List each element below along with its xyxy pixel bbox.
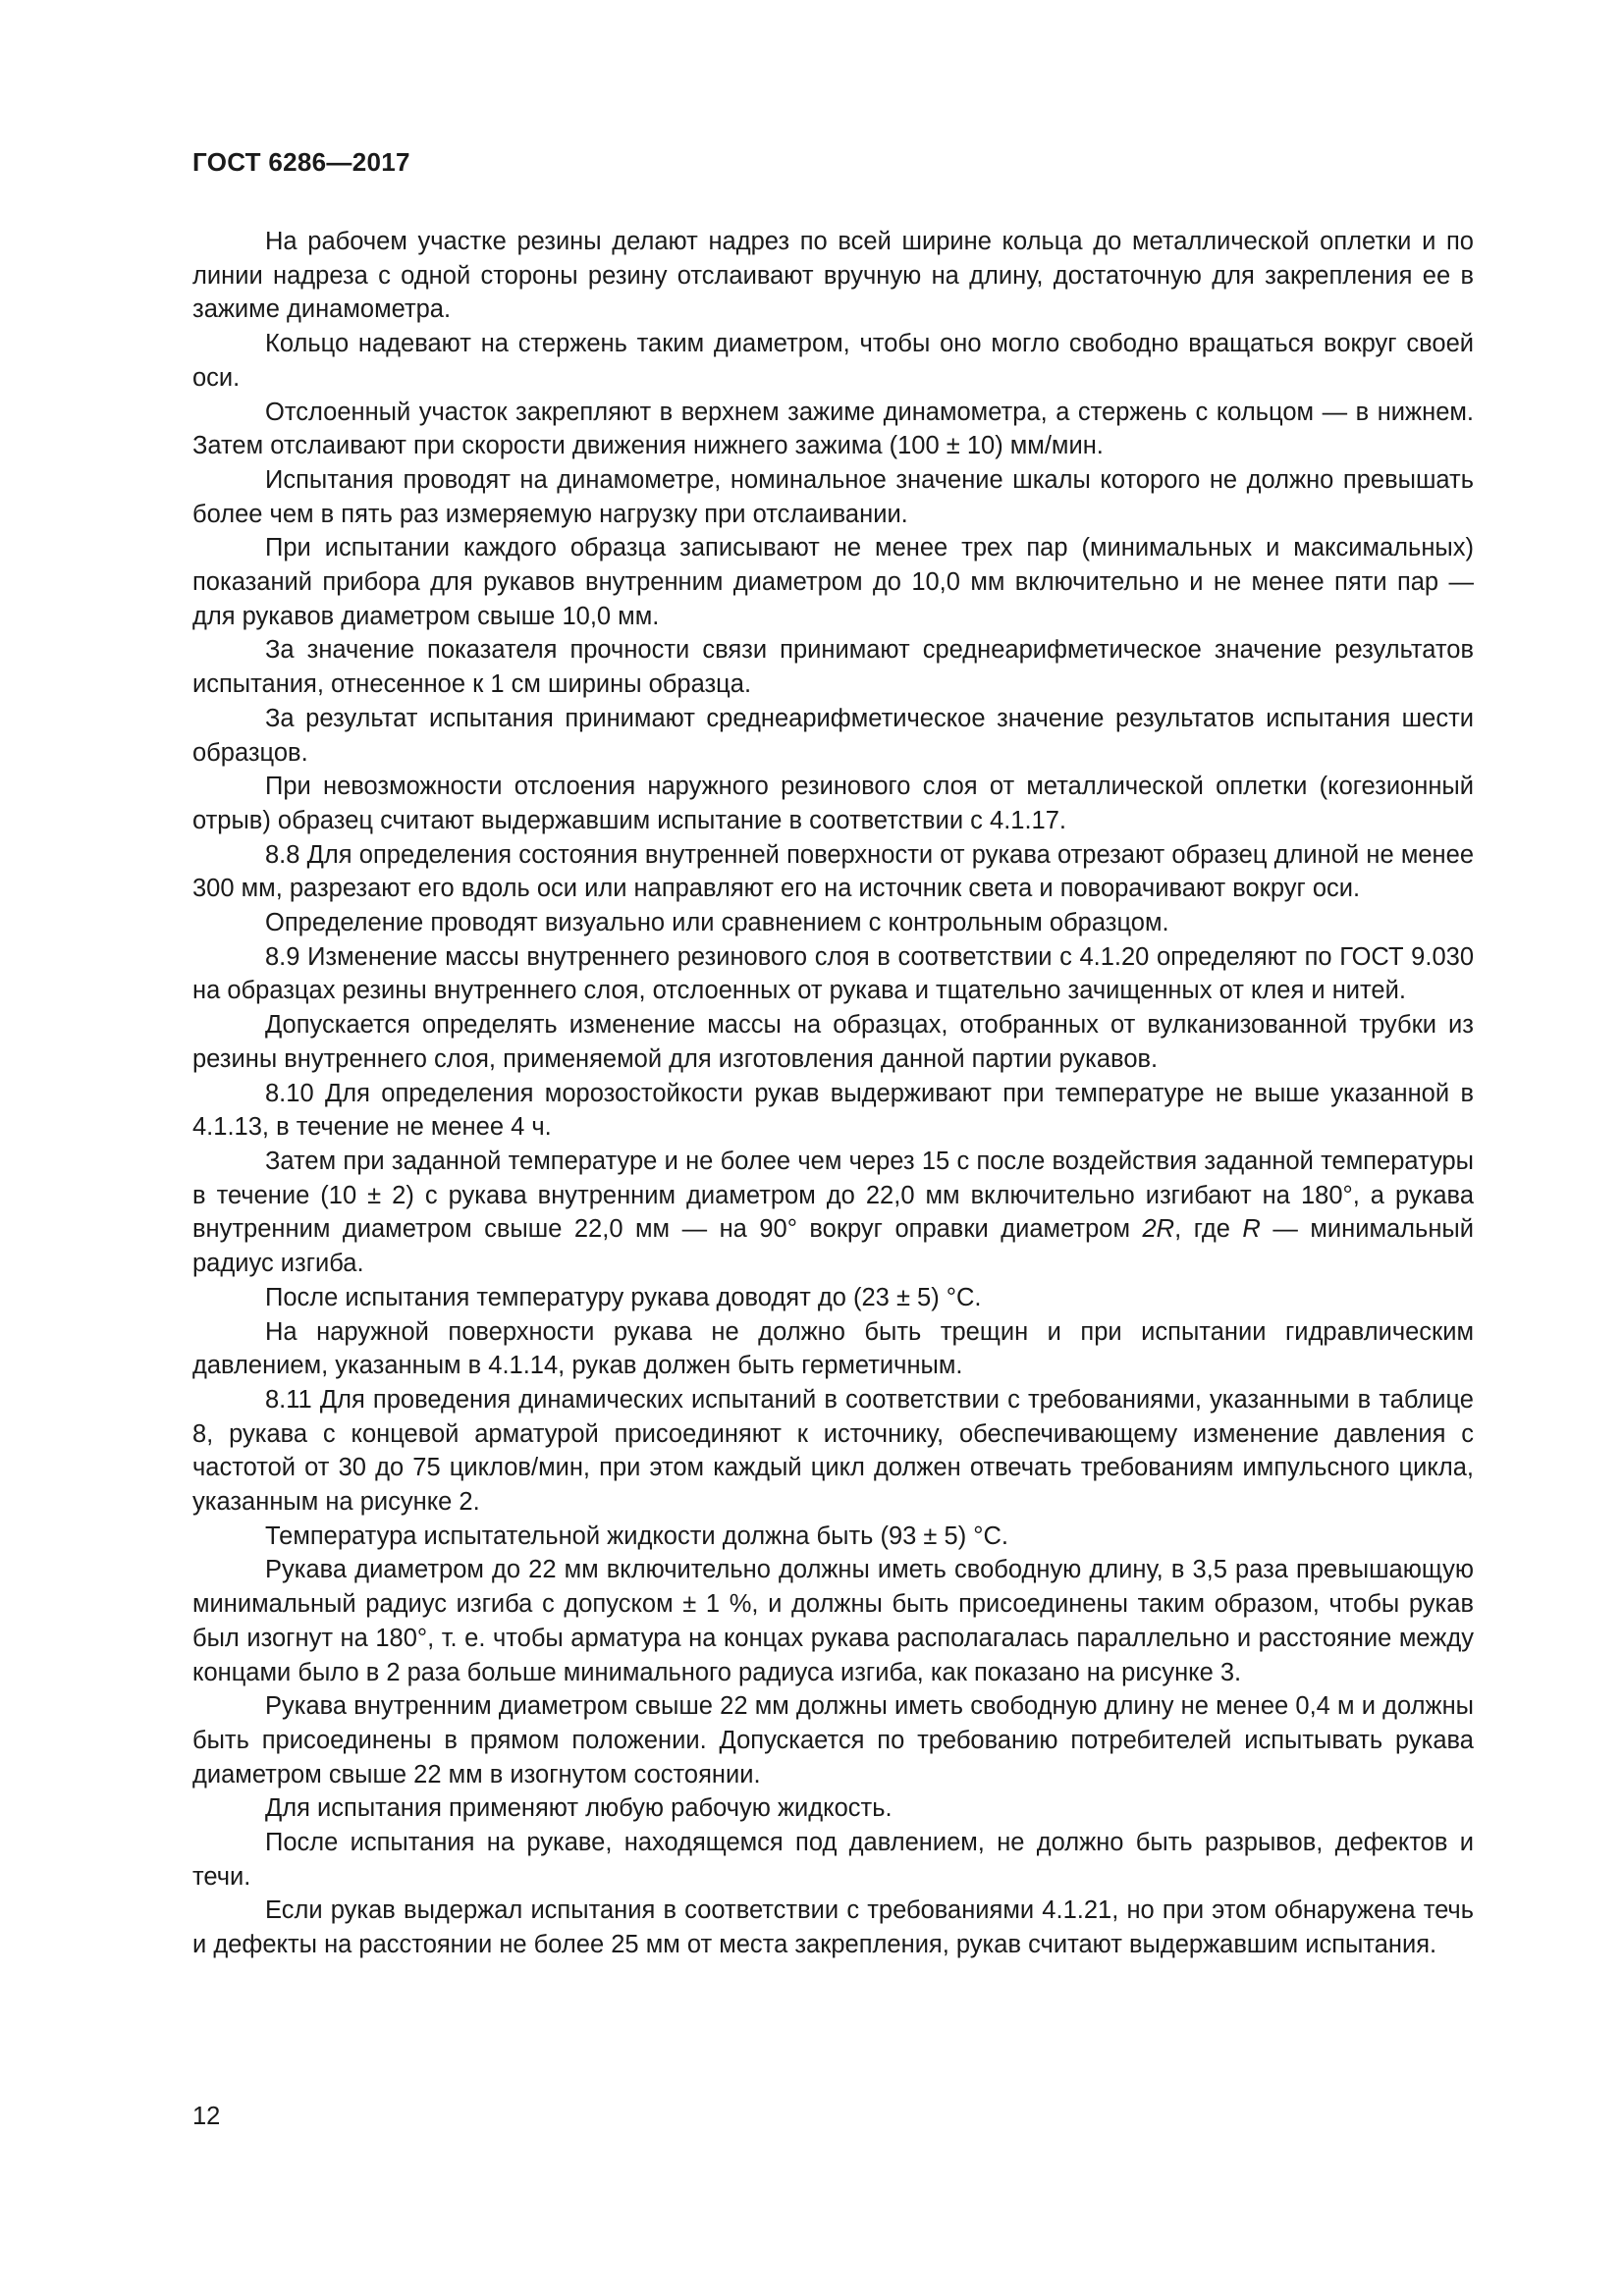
- paragraph: [192, 770, 1474, 837]
- paragraph-text: Затем при заданной температуре и не более чем через 15 с после воздействия заданной температуры в течение (10 ± 2) с рукава внутренним диаметром до 22,0 мм включительно изгибают на 180°, а рукава внутренним диаметром свыше 22,0 мм — на 90° вокруг оправки диаметром: [192, 1147, 1474, 1244]
- paragraph-text: Рукава диаметром до 22 мм включительно должны иметь свободную длину, в 3,5 раза превышающую минимальный радиус изгиба с допуском ± 1 %, и должны быть присоединены таким образом, чтобы рукав был изогнут на 180°, т. е. чтобы арматура на концах рукава располагалась параллельно и расстояние между концами было в 2 раза больше минимального радиуса изгиба, как показано на рисунке 3.: [192, 1556, 1474, 1686]
- paragraph-text: При испытании каждого образца записывают не менее трех пар (минимальных и максимальных) показаний прибора для рукавов внутренним диаметром до 10,0 мм включительно и не менее пяти пар — для рукавов диаметром свыше 10,0 мм.: [192, 534, 1474, 630]
- paragraph: [192, 1826, 1474, 1894]
- paragraph-text: 8.11 Для проведения динамических испытаний в соответствии с требованиями, указанными в таблице 8, рукава с концевой арматурой присоединяют к источнику, обеспечивающему изменение давления с частотой от 30 до 75 циклов/мин, при этом каждый цикл должен отвечать требованиям импульсного цикла, указанным на рисунке 2.: [192, 1385, 1474, 1517]
- paragraph-text: При невозможности отслоения наружного резинового слоя от металлической оплетки (когезионный отрыв) образец считают выдержавшим испытание в соответствии с 4.1.17.: [192, 773, 1474, 834]
- document-header: ГОСТ 6286—2017: [192, 147, 410, 177]
- paragraph-text: 8.10 Для определения морозостойкости рукав выдерживают при температуре не выше указанной в 4.1.13, в течение не менее 4 ч.: [192, 1079, 1474, 1142]
- paragraph: [192, 940, 1474, 1008]
- paragraph: [192, 396, 1474, 463]
- paragraph-text: , где: [1174, 1215, 1243, 1244]
- paragraph-text: На наружной поверхности рукава не должно быть трещин и при испытании гидравлическим давлением, указанным в 4.1.14, рукав должен быть герметичным.: [192, 1317, 1474, 1380]
- paragraph-text: Рукава внутренним диаметром свыше 22 мм должны иметь свободную длину не менее 0,4 м и должны быть присоединены в прямом положении. Допускается по требованию потребителей испытывать рукава диаметром свыше 22 мм в изогнутом состоянии.: [192, 1692, 1474, 1789]
- paragraph-text: После испытания на рукаве, находящемся под давлением, не должно быть разрывов, дефектов и течи.: [192, 1829, 1474, 1891]
- paragraph-text: Допускается определять изменение массы на образцах, отобранных от вулканизованной трубки из резины внутреннего слоя, применяемой для изготовления данной партии рукавов.: [192, 1011, 1474, 1073]
- paragraph: [192, 1077, 1474, 1145]
- paragraph: [192, 463, 1474, 531]
- paragraph: [192, 1791, 1474, 1826]
- paragraph: [192, 1520, 1474, 1554]
- paragraph: [192, 1315, 1474, 1383]
- paragraph: [192, 531, 1474, 633]
- paragraph-text: Кольцо надевают на стержень таким диаметром, чтобы оно могло свободно вращаться вокруг своей оси.: [192, 330, 1474, 392]
- paragraph-text: Для испытания применяют любую рабочую жидкость.: [265, 1794, 893, 1823]
- paragraph: [192, 1894, 1474, 1961]
- paragraph-text: Испытания проводят на динамометре, номинальное значение шкалы которого не должно превышать более чем в пять раз измеряемую нагрузку при отслаивании.: [192, 465, 1474, 528]
- paragraph: [192, 327, 1474, 395]
- paragraph-text: За значение показателя прочности связи принимают среднеарифметическое значение результатов испытания, отнесенное к 1 см ширины образца.: [192, 636, 1474, 699]
- paragraph: [192, 1383, 1474, 1520]
- paragraph: [192, 633, 1474, 701]
- paragraph-text: Определение проводят визуально или сравнением с контрольным образцом.: [265, 909, 1169, 937]
- body-text: [192, 225, 1474, 1962]
- paragraph: [192, 1145, 1474, 1281]
- paragraph-text: Отслоенный участок закрепляют в верхнем зажиме динамометра, а стержень с кольцом — в нижнем. Затем отслаивают при скорости движения нижнего зажима (100 ± 10) мм/мин.: [192, 398, 1474, 460]
- paragraph-text: 8.8 Для определения состояния внутренней поверхности от рукава отрезают образец длиной не менее 300 мм, разрезают его вдоль оси или направляют его на источник света и поворачивают вокруг оси.: [192, 840, 1474, 903]
- paragraph: [192, 1689, 1474, 1791]
- italic-symbol: R: [1242, 1215, 1261, 1244]
- paragraph: [192, 1008, 1474, 1076]
- paragraph: [192, 906, 1474, 940]
- italic-symbol: 2R: [1142, 1215, 1175, 1244]
- paragraph: [192, 702, 1474, 770]
- paragraph-text: За результат испытания принимают среднеарифметическое значение результатов испытания шести образцов.: [192, 704, 1474, 767]
- paragraph-text: После испытания температуру рукава доводят до (23 ± 5) °С.: [265, 1283, 982, 1311]
- paragraph: [192, 1281, 1474, 1315]
- paragraph: [192, 1553, 1474, 1689]
- paragraph-text: Если рукав выдержал испытания в соответствии с требованиями 4.1.21, но при этом обнаружена течь и дефекты на расстоянии не более 25 мм от места закрепления, рукав считают выдержавшим испытания.: [192, 1896, 1474, 1959]
- paragraph: [192, 838, 1474, 906]
- paragraph-text: 8.9 Изменение массы внутреннего резинового слоя в соответствии с 4.1.20 определяют по ГОСТ 9.030 на образцах резины внутреннего слоя, отслоенных от рукава и тщательно зачищенных от клея и нитей.: [192, 942, 1474, 1005]
- page-number: 12: [192, 2103, 221, 2130]
- paragraph-text: На рабочем участке резины делают надрез по всей ширине кольца до металлической оплетки и по линии надреза с одной стороны резину отслаивают вручную на длину, достаточную для закрепления ее в зажиме динамометра.: [192, 228, 1474, 324]
- paragraph: [192, 225, 1474, 327]
- paragraph-text: — минимальный радиус изгиба.: [192, 1215, 1474, 1278]
- paragraph-text: Температура испытательной жидкости должна быть (93 ± 5) °С.: [265, 1522, 1008, 1550]
